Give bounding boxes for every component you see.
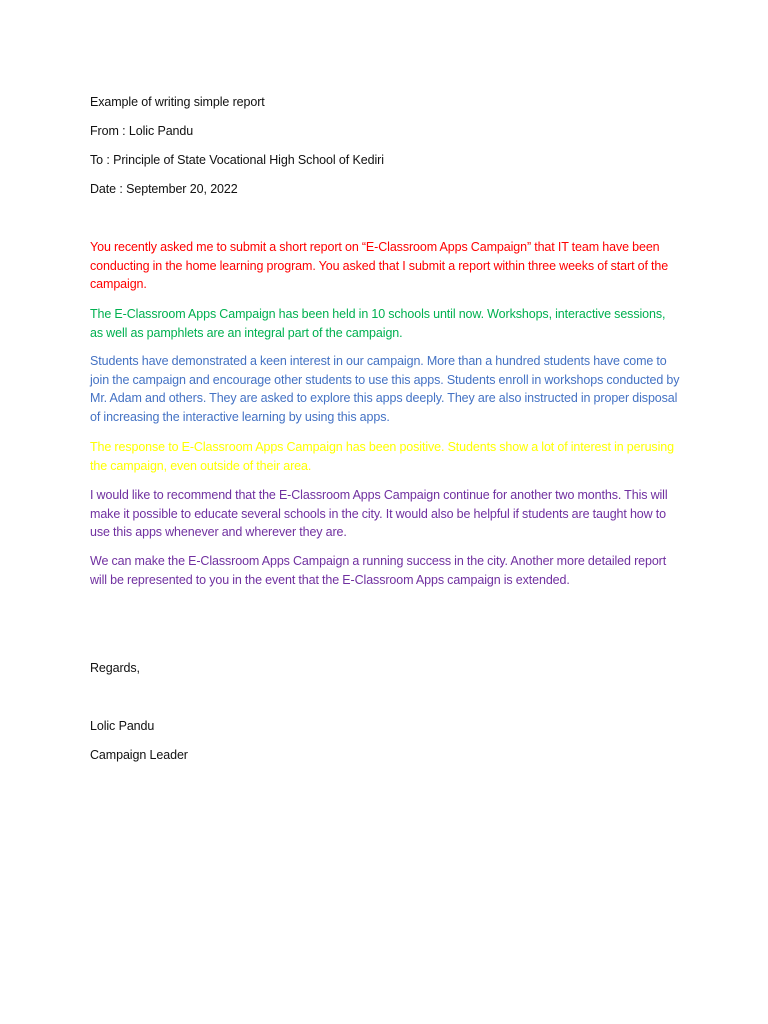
paragraph-response: The response to E-Classroom Apps Campaign has been positive. Students show a lot of interest in perusing the campaign, even outside of their area.	[90, 440, 674, 473]
document-title: Example of writing simple report	[90, 95, 265, 109]
paragraph-recommendation: I would like to recommend that the E-Classroom Apps Campaign continue for another two months. This will make it possible to educate several schools in the city. It would also be helpful if students are taught how to use this apps whenever and wherever they are.	[90, 488, 668, 540]
signer-name: Lolic Pandu	[90, 719, 155, 733]
paragraph-request: You recently asked me to submit a short report on “E-Classroom Apps Campaign” that IT team have been conducting in the home learning program. You asked that I submit a report within three weeks of start of the campaign.	[90, 240, 669, 292]
from-line: From : Lolic Pandu	[90, 124, 194, 138]
closing-regards: Regards,	[90, 661, 140, 675]
paragraph-students: Students have demonstrated a keen interest in our campaign. More than a hundred students have come to join the campaign and encourage other students to use this apps. Students enroll in workshops conducted by Mr. Adam and others. They are asked to explore this apps deeply. They are also instructed in proper disposal of increasing the interactive learning by using this apps.	[90, 354, 680, 425]
paragraph-conclusion: We can make the E-Classroom Apps Campaign a running success in the city. Another more detailed report will be represented to you in the event that the E-Classroom Apps campaign is extended.	[90, 554, 667, 587]
to-line: To : Principle of State Vocational High School of Kediri	[90, 153, 384, 167]
paragraph-schools: The E-Classroom Apps Campaign has been held in 10 schools until now. Workshops, interactive sessions, as well as pamphlets are an integral part of the campaign.	[90, 307, 666, 340]
signer-role: Campaign Leader	[90, 748, 188, 762]
date-line: Date : September 20, 2022	[90, 182, 238, 196]
